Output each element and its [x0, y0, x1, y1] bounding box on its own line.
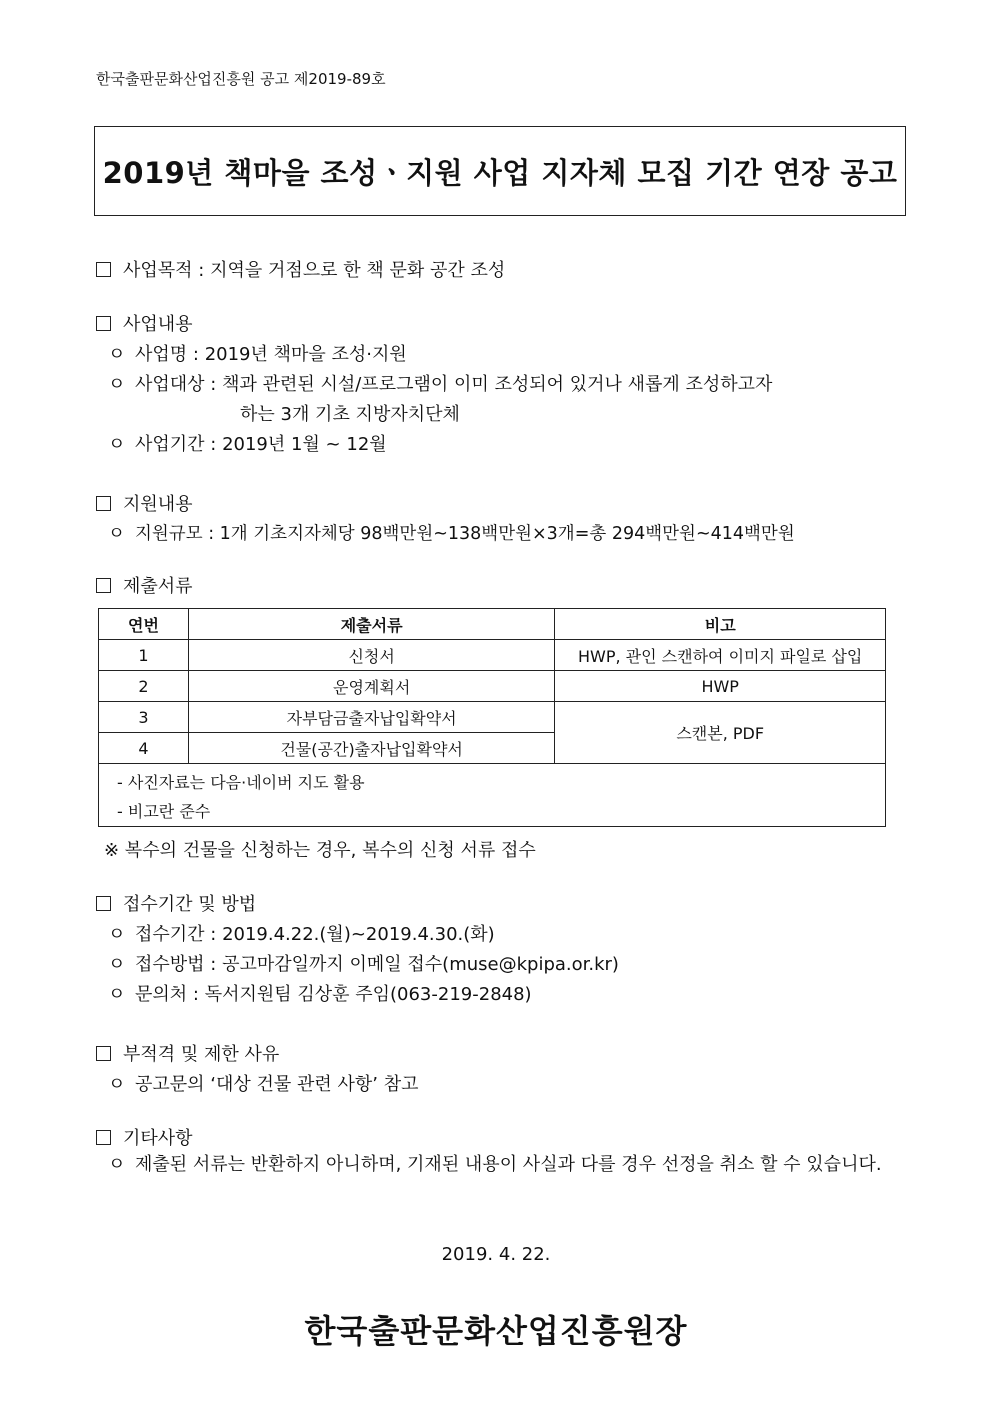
circle-bullet-icon: ㅇ: [108, 954, 126, 975]
section-documents: [96, 572, 193, 598]
etc-heading: 기타사항: [123, 1128, 193, 1149]
row-document: 신청서: [188, 640, 555, 671]
etc-item: [108, 1150, 898, 1180]
notice-number: 한국출판문화산업진흥원 공고 제2019-89호: [96, 70, 386, 88]
section-purpose: 사업목적 : 지역을 거점으로 한 책 문화 공간 조성: [96, 256, 505, 282]
support-scale-label: 지원규모: [135, 524, 203, 544]
checkbox-square-icon: [96, 262, 111, 277]
issuer-name: 한국출판문화산업진흥원장: [304, 1312, 688, 1350]
business-name-label: 사업명: [135, 344, 188, 365]
reception-contact-value: 독서지원팀 김상훈 주임(063-219-2848): [204, 984, 532, 1005]
documents-table: [98, 608, 886, 827]
business-target-value-1: 책과 관련된 시설/프로그램이 이미 조성되어 있거나 새롭게 조성하고자: [222, 374, 773, 395]
section-reception: [96, 890, 256, 916]
table-row: [99, 702, 886, 733]
checkbox-square-icon: [96, 896, 111, 911]
table-note: - 사진자료는 다음·네이버 지도 활용: [117, 773, 365, 792]
section-disqualification: [96, 1040, 279, 1066]
row-note: HWP, 관인 스캔하여 이미지 파일로 삽입: [555, 640, 886, 671]
row-document: 건물(공간)출자납입확약서: [188, 733, 555, 764]
section-etc: [96, 1124, 193, 1150]
business-period-item: ㅇ 사업기간 : 2019년 1월 ~ 12월: [108, 430, 387, 456]
reception-contact-item: ㅇ 문의처 : 독서지원팀 김상훈 주임(063-219-2848): [108, 980, 532, 1006]
reception-contact-label: 문의처: [135, 984, 188, 1005]
row-number: 2: [99, 671, 189, 702]
circle-bullet-icon: ㅇ: [108, 374, 126, 395]
checkbox-square-icon: [96, 316, 111, 331]
section-support: [96, 490, 193, 516]
title-box: [94, 126, 906, 216]
reception-method-item: ㅇ 접수방법 : 공고마감일까지 이메일 접수(muse@kpipa.or.kr): [108, 950, 619, 976]
row-number: 3: [99, 702, 189, 733]
business-period-label: 사업기간: [135, 434, 205, 455]
circle-bullet-icon: ㅇ: [108, 1154, 126, 1175]
row-document: 운영계획서: [188, 671, 555, 702]
disqualification-item: [108, 1070, 418, 1096]
reception-heading: 접수기간 및 방법: [123, 894, 257, 915]
business-target-item: ㅇ 사업대상 : 책과 관련된 시설/프로그램이 이미 조성되어 있거나 새롭게 조성하고자: [108, 370, 772, 396]
circle-bullet-icon: ㅇ: [108, 984, 126, 1005]
page-title: 2019년 책마을 조성ㆍ지원 사업 지자체 모집 기간 연장 공고: [102, 155, 898, 190]
table-row: [99, 640, 886, 671]
checkbox-square-icon: [96, 1046, 111, 1061]
section-business: [96, 310, 193, 336]
circle-bullet-icon: ㅇ: [108, 924, 126, 945]
notice-date: 2019. 4. 22.: [441, 1244, 551, 1265]
table-note: - 비고란 준수: [117, 802, 211, 821]
row-note: HWP: [555, 671, 886, 702]
support-scale-value: 1개 기초지자체당 98백만원~138백만원×3개=총 294백만원~414백만원: [219, 524, 795, 544]
row-number: 4: [99, 733, 189, 764]
table-header-row: [99, 609, 886, 640]
reception-method-value: 공고마감일까지 이메일 접수(muse@kpipa.or.kr): [222, 954, 619, 975]
etc-value: 제출된 서류는 반환하지 아니하며, 기재된 내용이 사실과 다를 경우 선정을 취소 할 수 있습니다.: [135, 1154, 882, 1175]
support-heading: 지원내용: [123, 494, 193, 515]
documents-heading: 제출서류: [123, 576, 193, 597]
circle-bullet-icon: ㅇ: [108, 524, 125, 544]
support-scale-item: ㅇ 지원규모 : 1개 기초지자체당 98백만원~138백만원×3개=총 294백만원~414백만원: [108, 520, 795, 545]
documents-remark: ※ 복수의 건물을 신청하는 경우, 복수의 신청 서류 접수: [104, 840, 536, 861]
circle-bullet-icon: ㅇ: [108, 344, 126, 365]
table-notes: [99, 764, 886, 827]
row-number: 1: [99, 640, 189, 671]
business-name-item: ㅇ 사업명 : 2019년 책마을 조성·지원: [108, 340, 407, 366]
column-header-note: 비고: [555, 609, 886, 640]
column-header-no: 연번: [99, 609, 189, 640]
row-note-merged: 스캔본, PDF: [555, 702, 886, 764]
reception-period-value: 2019.4.22.(월)~2019.4.30.(화): [222, 924, 495, 945]
business-target-label: 사업대상: [135, 374, 205, 395]
circle-bullet-icon: ㅇ: [108, 434, 126, 455]
disqualification-heading: 부적격 및 제한 사유: [123, 1044, 280, 1065]
circle-bullet-icon: ㅇ: [108, 1074, 126, 1095]
column-header-doc: 제출서류: [188, 609, 555, 640]
purpose-value: 지역을 거점으로 한 책 문화 공간 조성: [210, 260, 506, 281]
disqualification-value: 공고문의 ‘대상 건물 관련 사항’ 참고: [135, 1074, 419, 1095]
checkbox-square-icon: [96, 1130, 111, 1145]
table-row: [99, 671, 886, 702]
business-target-value-2: 하는 3개 기초 지방자치단체: [240, 404, 460, 425]
checkbox-square-icon: [96, 496, 111, 511]
business-name-value: 2019년 책마을 조성·지원: [204, 344, 407, 365]
purpose-label: 사업목적: [123, 260, 193, 281]
reception-period-item: ㅇ 접수기간 : 2019.4.22.(월)~2019.4.30.(화): [108, 920, 495, 946]
business-heading: 사업내용: [123, 314, 193, 335]
checkbox-square-icon: [96, 578, 111, 593]
reception-method-label: 접수방법: [135, 954, 205, 975]
business-period-value: 2019년 1월 ~ 12월: [222, 434, 387, 455]
table-notes-row: [99, 764, 886, 827]
row-document: 자부담금출자납입확약서: [188, 702, 555, 733]
reception-period-label: 접수기간: [135, 924, 205, 945]
